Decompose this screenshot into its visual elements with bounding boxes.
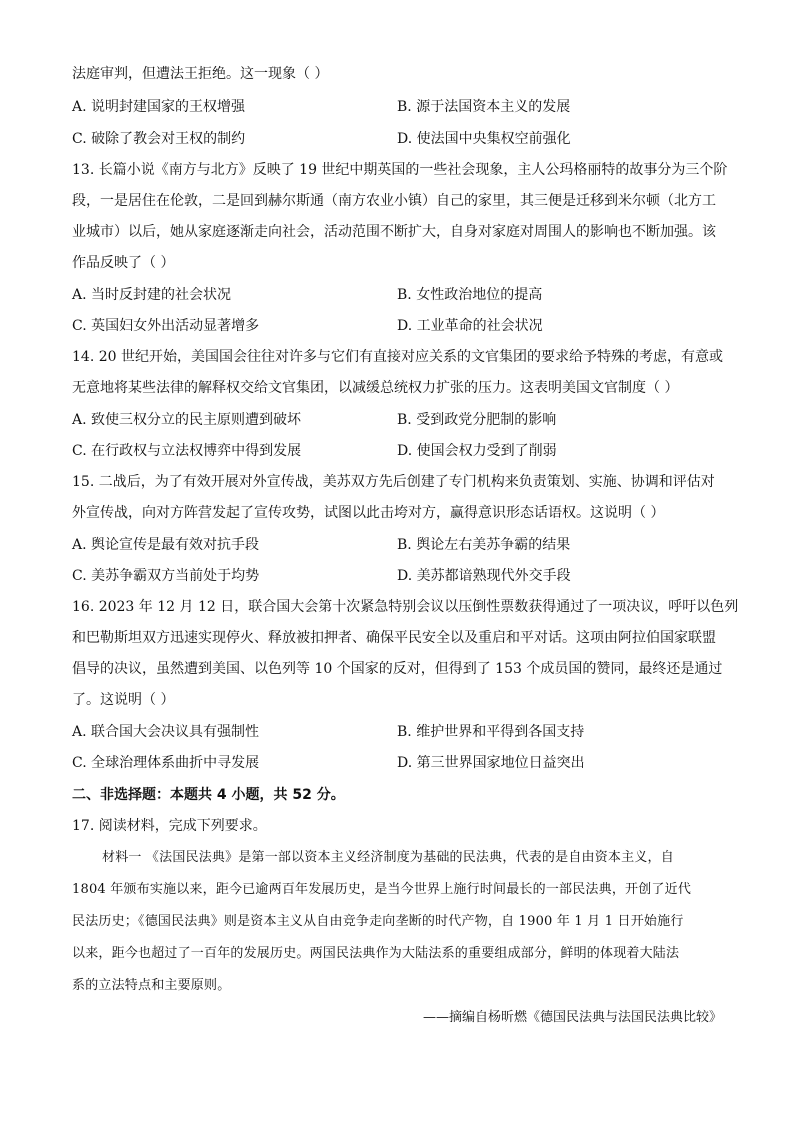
- q14-stem-line-1: 14. 20 世纪开始，美国国会往往对许多与它们有直接对应关系的文官集团的要求给予特殊的考虑，有意或: [72, 349, 723, 365]
- q15-option-d: D. 美苏都谙熟现代外交手段: [397, 568, 571, 584]
- q12-option-d: D. 使法国中央集权空前强化: [397, 131, 571, 147]
- q16-option-d: D. 第三世界国家地位日益突出: [397, 755, 585, 771]
- q13-stem-line-1: 13. 长篇小说《南方与北方》反映了 19 世纪中期英国的一些社会现象，主人公玛格丽特的故事分为三个阶: [72, 162, 728, 178]
- q14-option-b: B. 受到政党分肥制的影响: [397, 412, 557, 428]
- q15-stem-line-2: 外宣传战，向对方阵营发起了宣传攻势，试图以此击垮对方，赢得意识形态话语权。这说明（ ）: [72, 505, 665, 521]
- material-line-5: 系的立法特点和主要原则。: [72, 978, 231, 993]
- q16-stem-line-2: 和巴勒斯坦双方迅速实现停火、释放被扣押者、确保平民安全以及重启和平对话。这项由阿拉伯国家联盟: [72, 630, 716, 646]
- q14-option-c: C. 在行政权与立法权博弈中得到发展: [72, 443, 302, 459]
- q13-option-c: C. 英国妇女外出活动显著增多: [72, 318, 260, 334]
- q16-stem-line-1: 16. 2023 年 12 月 12 日，联合国大会第十次紧急特别会议以压倒性票数获得通过了一项决议，呼吁以色列: [72, 599, 739, 615]
- q13-option-d: D. 工业革命的社会状况: [397, 318, 543, 334]
- q17-stem: 17. 阅读材料，完成下列要求。: [72, 818, 267, 834]
- q15-stem-line-1: 15. 二战后，为了有效开展对外宣传战，美苏双方先后创建了专门机构来负责策划、实施、协调和评估对: [72, 474, 715, 490]
- material-line-1: 材料一 《法国民法典》是第一部以资本主义经济制度为基础的民法典，代表的是自由资本主义，自: [102, 850, 674, 865]
- q13-stem-line-3: 业城市）以后，她从家庭逐渐走向社会，活动范围不断扩大，自身对家庭对周围人的影响也不断加强。该: [72, 224, 716, 240]
- q12-option-a: A. 说明封建国家的王权增强: [72, 99, 246, 115]
- q14-option-a: A. 致使三权分立的民主原则遭到破坏: [72, 412, 302, 428]
- q13-option-a: A. 当时反封建的社会状况: [72, 287, 232, 303]
- section-title: 二、非选择题：本题共 4 小题，共 52 分。: [72, 787, 345, 803]
- q15-option-a: A. 舆论宣传是最有效对抗手段: [72, 537, 260, 553]
- material-line-4: 以来，距今也超过了一百年的发展历史。两国民法典作为大陆法系的重要组成部分，鲜明的体现着大陆法: [72, 946, 680, 961]
- q16-option-b: B. 维护世界和平得到各国支持: [397, 724, 585, 740]
- material-line-3: 民法历史；《德国民法典》则是资本主义从自由竞争走向垄断的时代产物，自 1900 年 1 月 1 日开始施行: [72, 914, 684, 929]
- q12-option-c: C. 破除了教会对王权的制约: [72, 131, 246, 147]
- q13-stem-line-4: 作品反映了（ ）: [72, 255, 175, 271]
- q14-option-d: D. 使国会权力受到了削弱: [397, 443, 557, 459]
- q15-option-c: C. 美苏争霸双方当前处于均势: [72, 568, 260, 584]
- material-line-2: 1804 年颁布实施以来，距今已逾两百年发展历史，是当今世界上施行时间最长的一部民法典，开创了近代: [72, 882, 692, 897]
- q14-stem-line-2: 无意地将某些法律的解释权交给文官集团，以减缓总统权力扩张的压力。这表明美国文官制度（ ）: [72, 380, 679, 396]
- q12-stem-tail: 法庭审判，但遭法王拒绝。这一现象（ ）: [72, 66, 329, 82]
- material-source: ——摘编自杨昕燃《德国民法典与法国民法典比较》: [422, 1010, 722, 1025]
- q13-stem-line-2: 段，一是居住在伦敦，二是回到赫尔斯通（南方农业小镇）自己的家里，其三便是迁移到米尔顿（北方工: [72, 193, 716, 209]
- q16-stem-line-4: 了。这说明（ ）: [72, 692, 175, 708]
- q12-option-b: B. 源于法国资本主义的发展: [397, 99, 571, 115]
- q16-option-c: C. 全球治理体系曲折中寻发展: [72, 755, 260, 771]
- q13-option-b: B. 女性政治地位的提高: [397, 287, 543, 303]
- q15-option-b: B. 舆论左右美苏争霸的结果: [397, 537, 571, 553]
- q16-option-a: A. 联合国大会决议具有强制性: [72, 724, 260, 740]
- q16-stem-line-3: 倡导的决议，虽然遭到美国、以色列等 10 个国家的反对，但得到了 153 个成员国的赞同，最终还是通过: [72, 661, 723, 677]
